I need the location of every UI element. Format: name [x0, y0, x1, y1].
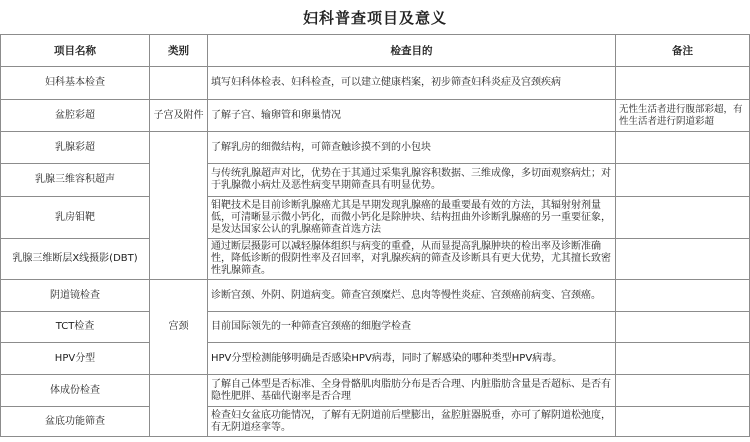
item-note[interactable]: [616, 343, 750, 375]
item-note[interactable]: [616, 164, 750, 197]
item-purpose[interactable]: 通过断层摄影可以减轻腺体组织与病变的重叠，从而显提高乳腺肿块的检出率及诊断准确性，降低诊断的假阴性率及召回率，对乳腺疾病的筛查及诊断具有更大优势，尤其擅长致密性乳腺筛查。: [208, 239, 616, 280]
header-note[interactable]: 备注: [616, 35, 750, 67]
item-category[interactable]: 宫颈: [150, 280, 208, 375]
table-row: [1, 280, 750, 312]
header-purpose[interactable]: 检查目的: [208, 35, 616, 67]
item-note[interactable]: [616, 375, 750, 407]
item-note[interactable]: [616, 67, 750, 100]
item-purpose[interactable]: 了解乳房的细微结构，可筛查触诊摸不到的小包块: [208, 132, 616, 164]
item-purpose[interactable]: 与传统乳腺超声对比，优势在于其通过采集乳腺容积数据、三维成像，多切面观察病灶；对于乳腺微小病灶及恶性病变早期筛查具有明显优势。: [208, 164, 616, 197]
item-name[interactable]: HPV分型: [1, 343, 150, 375]
item-category[interactable]: 子宫及附件: [150, 100, 208, 132]
item-note[interactable]: 无性生活者进行腹部彩超，有性生活者进行阴道彩超: [616, 100, 750, 132]
item-name[interactable]: TCT检查: [1, 312, 150, 343]
table-row: [1, 132, 750, 164]
sheet-title: 妇科普查项目及意义: [302, 8, 447, 27]
item-note[interactable]: [616, 239, 750, 280]
item-name[interactable]: 乳腺三维容积超声: [1, 164, 150, 197]
item-note[interactable]: [616, 132, 750, 164]
item-purpose[interactable]: 钼靶技术是目前诊断乳腺癌尤其是早期发现乳腺癌的最重要最有效的方法，其辐射射剂量低，可清晰显示微小钙化，而微小钙化是除肿块、结构扭曲外诊断乳腺癌的另一重要征象，是发达国家公认的乳腺癌筛查首选方法: [208, 197, 616, 239]
table-row: [1, 197, 750, 239]
item-note[interactable]: [616, 197, 750, 239]
table-row: [1, 67, 750, 100]
table-row: [1, 407, 750, 437]
item-purpose[interactable]: 填写妇科体检表、妇科检查，可以建立健康档案，初步筛查妇科炎症及宫颈疾病: [208, 67, 616, 100]
item-purpose[interactable]: 了解自己体型是否标准、全身骨骼肌肉脂肪分布是否合理、内脏脂肪含量是否超标、是否有隐性肥胖、基础代谢率是否合理: [208, 375, 616, 407]
item-name[interactable]: 乳腺彩超: [1, 132, 150, 164]
item-category[interactable]: [150, 67, 208, 100]
table-row: [1, 375, 750, 407]
item-note[interactable]: [616, 312, 750, 343]
item-name[interactable]: 盆腔彩超: [1, 100, 150, 132]
item-name[interactable]: 乳腺三维断层X线摄影(DBT): [1, 239, 150, 280]
item-name[interactable]: 阴道镜检查: [1, 280, 150, 312]
header-category[interactable]: 类别: [150, 35, 208, 67]
table-row: [1, 343, 750, 375]
header-name[interactable]: 项目名称: [1, 35, 150, 67]
exam-items-table: [0, 34, 750, 437]
item-note[interactable]: [616, 280, 750, 312]
item-purpose[interactable]: 诊断宫颈、外阴、阴道病变。筛查宫颈糜烂、息肉等慢性炎症、宫颈癌前病变、宫颈癌。: [208, 280, 616, 312]
item-category-merged-cervix[interactable]: [150, 375, 208, 437]
table-row: [1, 239, 750, 280]
header-row: [1, 35, 750, 67]
item-purpose[interactable]: 了解子宫、输卵管和卵巢情况: [208, 100, 616, 132]
item-purpose[interactable]: 目前国际领先的一种筛查宫颈癌的细胞学检查: [208, 312, 616, 343]
item-note[interactable]: [616, 407, 750, 437]
table-row: [1, 312, 750, 343]
item-name[interactable]: 乳房钼靶: [1, 197, 150, 239]
item-purpose[interactable]: HPV分型检测能够明确是否感染HPV病毒，同时了解感染的哪种类型HPV病毒。: [208, 343, 616, 375]
item-name[interactable]: 盆底功能筛查: [1, 407, 150, 437]
item-name[interactable]: 妇科基本检查: [1, 67, 150, 100]
table-row: [1, 164, 750, 197]
table-row: [1, 100, 750, 132]
item-purpose[interactable]: 检查妇女盆底功能情况，了解有无阴道前后壁膨出，盆腔脏器脱垂，亦可了解阴道松弛度，有无阴道痉挛等。: [208, 407, 616, 437]
item-name[interactable]: 体成份检查: [1, 375, 150, 407]
item-category-merged-breast[interactable]: [150, 132, 208, 280]
